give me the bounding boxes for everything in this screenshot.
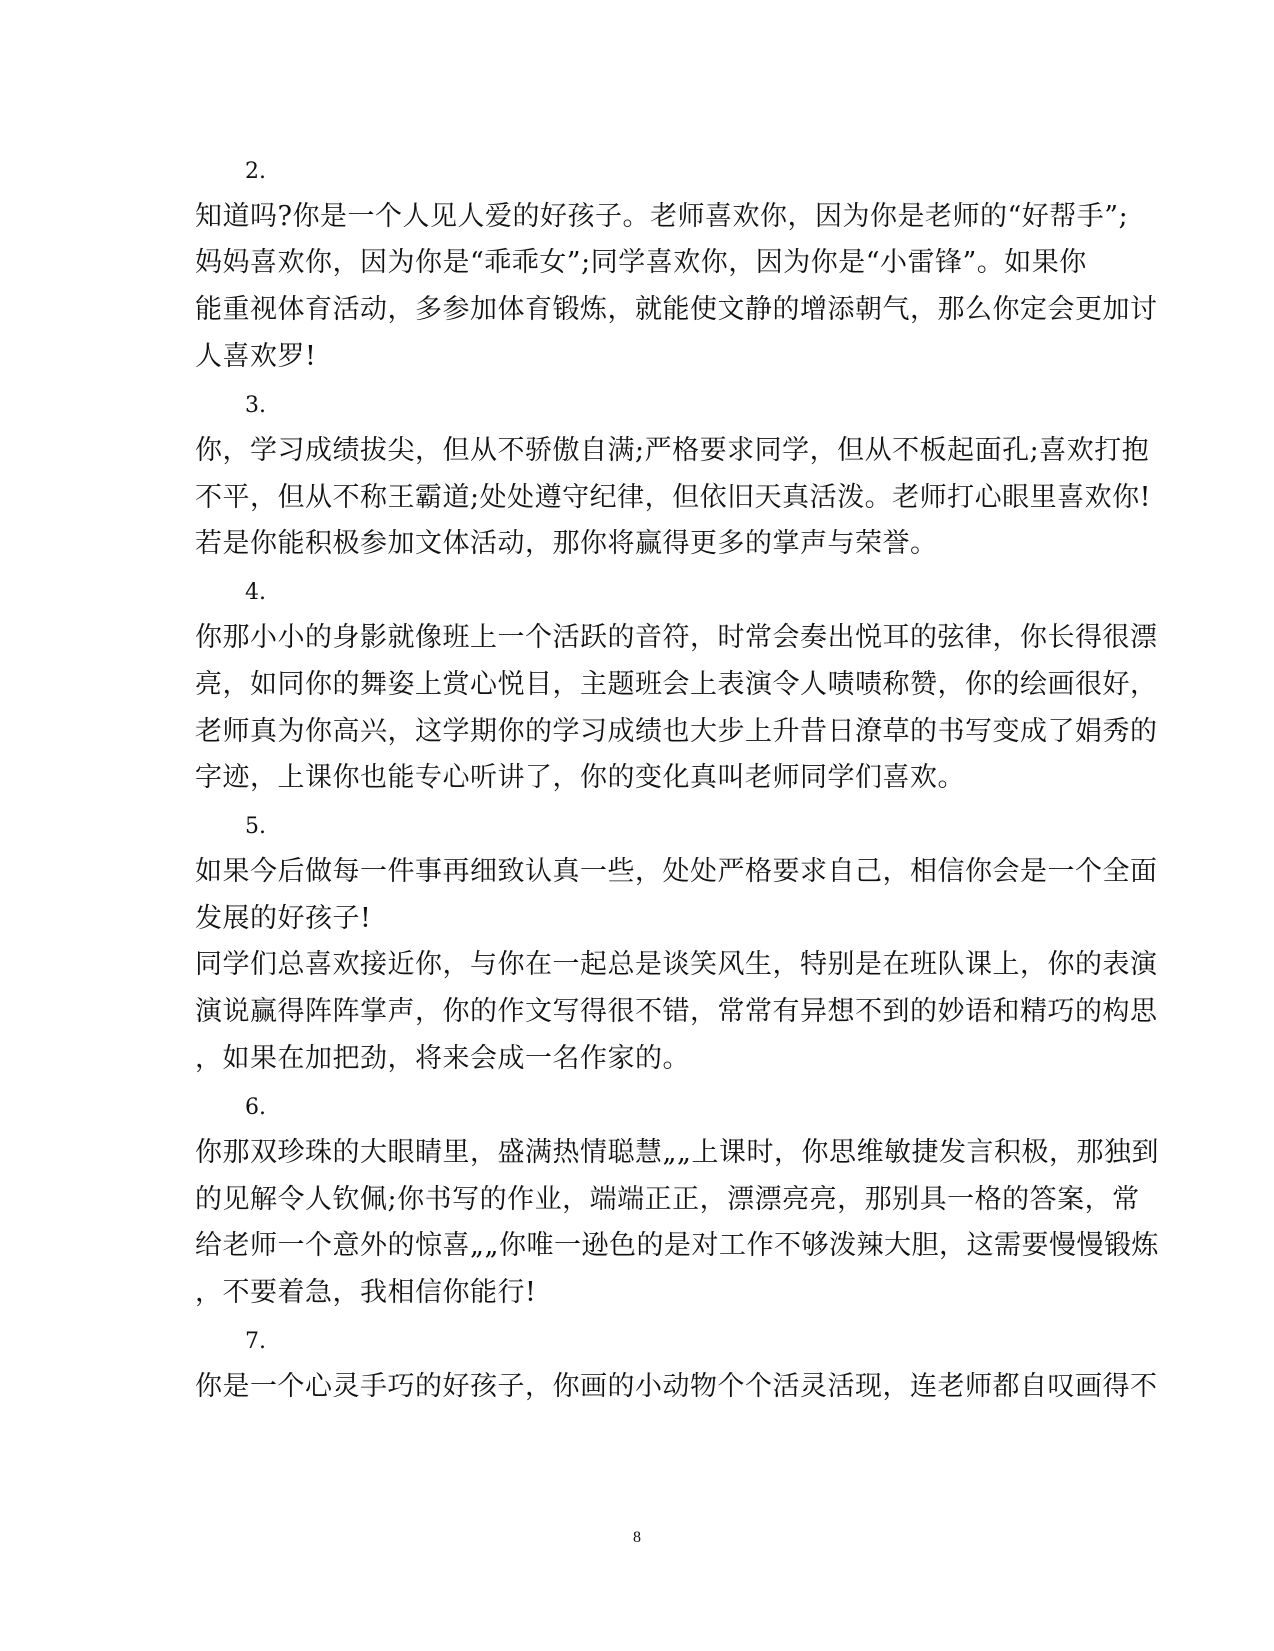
- paragraph-line: 你，学习成绩拔尖，但从不骄傲自满;严格要求同学，但从不板起面孔;喜欢打抱: [195, 435, 1150, 466]
- paragraph-line: 人喜欢罗!: [195, 341, 317, 372]
- paragraph-line: 知道吗?你是一个人见人爱的好孩子。老师喜欢你，因为你是老师的“好帮手”;: [195, 201, 1129, 232]
- paragraph-line: 给老师一个意外的惊喜„„你唯一逊色的是对工作不够泼辣大胆，这需要慢慢锻炼: [195, 1230, 1159, 1261]
- paragraph-line: ，不要着急，我相信你能行!: [195, 1277, 537, 1308]
- item-number: 7.: [245, 1329, 266, 1354]
- paragraph-line: 你那双珍珠的大眼睛里，盛满热情聪慧„„上课时，你思维敏捷发言积极，那独到: [195, 1137, 1159, 1168]
- page-number: 8: [633, 1529, 641, 1546]
- paragraph-line: 的见解令人钦佩;你书写的作业，端端正正，漂漂亮亮，那别具一格的答案，常: [195, 1184, 1140, 1215]
- paragraph-line: 你那小小的身影就像班上一个活跃的音符，时常会奏出悦耳的弦律，你长得很漂: [195, 622, 1158, 653]
- item-number: 2.: [245, 159, 266, 184]
- paragraph-line: 发展的好孩子!: [195, 903, 372, 934]
- paragraph-line: ，如果在加把劲，将来会成一名作家的。: [195, 1043, 690, 1074]
- paragraph-line: 演说赢得阵阵掌声，你的作文写得很不错，常常有异想不到的妙语和精巧的构思: [195, 996, 1158, 1027]
- paragraph-line: 如果今后做每一件事再细致认真一些，处处严格要求自己，相信你会是一个全面: [195, 856, 1158, 887]
- paragraph-line: 能重视体育活动，多参加体育锻炼，就能使文静的增添朝气，那么你定会更加讨: [195, 294, 1158, 325]
- item-number: 4.: [245, 580, 266, 605]
- paragraph-line: 亮，如同你的舞姿上赏心悦目，主题班会上表演令人啧啧称赞，你的绘画很好，: [195, 669, 1158, 700]
- paragraph-line: 你是一个心灵手巧的好孩子，你画的小动物个个活灵活现，连老师都自叹画得不: [195, 1371, 1158, 1402]
- paragraph-line: 同学们总喜欢接近你，与你在一起总是谈笑风生，特别是在班队课上，你的表演: [195, 949, 1158, 980]
- paragraph-line: 字迹，上课你也能专心听讲了，你的变化真叫老师同学们喜欢。: [195, 762, 965, 793]
- paragraph-line: 若是你能积极参加文体活动，那你将赢得更多的掌声与荣誉。: [195, 528, 938, 559]
- paragraph-line: 老师真为你高兴，这学期你的学习成绩也大步上升昔日潦草的书写变成了娟秀的: [195, 716, 1158, 747]
- paragraph-line: 妈妈喜欢你，因为你是“乖乖女”;同学喜欢你，因为你是“小雷锋”。如果你: [195, 247, 1087, 278]
- paragraph-line: 不平，但从不称王霸道;处处遵守纪律，但依旧天真活泼。老师打心眼里喜欢你!: [195, 482, 1151, 513]
- item-number: 6.: [245, 1095, 266, 1120]
- item-number: 3.: [245, 393, 266, 418]
- item-number: 5.: [245, 814, 266, 839]
